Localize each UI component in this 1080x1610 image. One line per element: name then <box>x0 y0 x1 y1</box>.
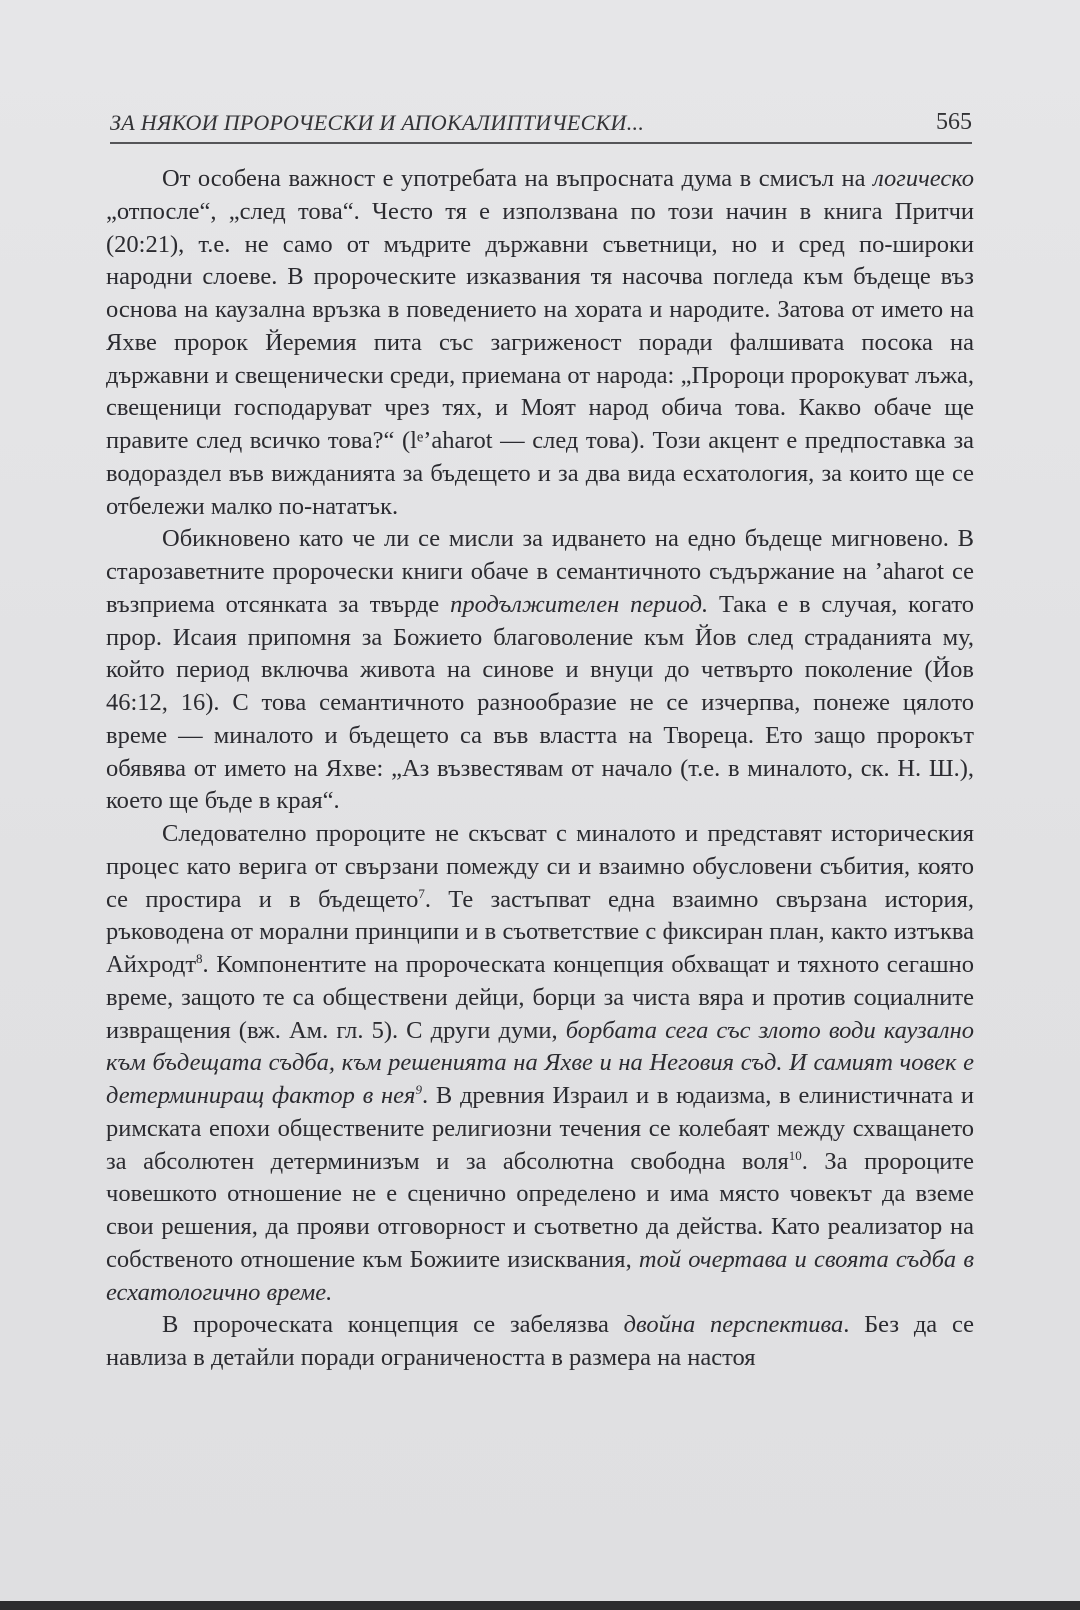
text-run: В пророческата концепция се забелязва <box>162 1311 624 1339</box>
italic-text-run: двойна перспектива <box>623 1311 844 1339</box>
running-title: ЗА НЯКОИ ПРОРОЧЕСКИ И АПОКАЛИПТИЧЕСКИ... <box>110 110 645 135</box>
text-run: . За пророците човешкото отношение не е сценично определено и има място човекът да вземе свои решения, да прояви отговорност и съответно да действа. Като реализатор на собственото отношение към Божиите изисквания, <box>106 1147 974 1273</box>
footnote-marker: 7 <box>418 885 425 901</box>
footnote-marker: 8 <box>196 950 203 966</box>
page-bottom-edge <box>0 1601 1080 1610</box>
text-run: Следователно пророците не скъсват с миналото и представят историческия процес като верига от свързани помежду си и взаимно обусловени събития, която се простира и в бъдещето <box>106 820 974 913</box>
text-run: . В древния Израил и в юдаизма, в елинистичната и римската епохи обществените религиозни течения се колебаят между схващането за абсолютен детерминизъм и за абсолютна свободна воля <box>106 1082 974 1175</box>
paragraph-2 <box>106 523 974 818</box>
text-run: „отпосле“, „след това“. Често тя е използвана по този начин в книга Притчи (20:21), т.е. не само от мъдрите държавни съветници, но и сред по-широки народни слоеве. В пророческите изказвания тя насочва погледа към бъдеще въз основа на каузална връзка в поведението на хората и народите. Затова от името на Яхве пророк Йеремия пита със загриженост поради фалшивата посока на държавни и свещенически среди, приемана от народа: „Пророци пророкуват лъжа, свещеници господаруват чрез тях, и Моят народ обича това. Какво обаче ще правите след всичко това?“ (lᵉ’aharot — след това). Този акцент е предпоставка за водораздел във вижданията за бъдещето и за два вида есхатология, за които ще се отбележи малко по-нататък. <box>106 197 974 520</box>
italic-text-run: логическо <box>873 165 974 192</box>
paragraph-1 <box>106 163 974 523</box>
text-run: . Компонентите на пророческата концепция обхващат и тяхното сегашно време, защото те са обществени дейци, борци за чиста вяра и против социалните извращения (вж. Ам. гл. 5). С други думи, <box>106 951 974 1044</box>
page-number: 565 <box>936 109 972 135</box>
text-run: . Без да се навлиза в детайли поради ограничеността в размера на настоя <box>106 1311 975 1371</box>
text-run: Обикновено като че ли се мисли за идването на едно бъдеще мигновено. В старозаветните пророчески книги обаче в семантичното съдържание на ’aharot се възприема отсянката за твърде <box>106 525 974 618</box>
text-run: Така е в случая, когато прор. Исаия припомня за Божието благоволение към Йов след страданията му, който период включва живота на синове и внуци до четвърто поколение (Йов 46:12, 16). С това семантичното разнообразие не се изчерпва, понеже цялото време — миналото и бъдещето са във властта на Твореца. Ето защо пророкът обявява от името на Яхве: „Аз възвестявам от начало (т.е. в миналото, ск. Н. Ш.), което ще бъде в края“. <box>106 590 974 815</box>
italic-text-run: той очертава и своята съдба в есхатологично време. <box>106 1245 974 1306</box>
text-run: От особена важност е употребата на въпросната дума в смисъл на <box>162 165 874 192</box>
footnote-marker: 10 <box>788 1147 802 1163</box>
italic-text-run: продължителен период. <box>450 590 709 618</box>
footnote-marker: 9 <box>415 1081 422 1097</box>
paragraph-4 <box>106 1309 974 1375</box>
paragraph-3 <box>106 818 974 1309</box>
body-text <box>106 163 974 1375</box>
text-run: . Те застъпват една взаимно свързана история, ръководена от морални принципи и в съответствие с фиксиран план, както изтъква Айхродт <box>106 885 974 978</box>
running-head <box>110 102 972 144</box>
italic-text-run: борбата сега със злото води каузално към бъдещата съдба, към решенията на Яхве и на Неговия съд. И самият човек е детерминиращ фактор в нея <box>106 1016 975 1109</box>
